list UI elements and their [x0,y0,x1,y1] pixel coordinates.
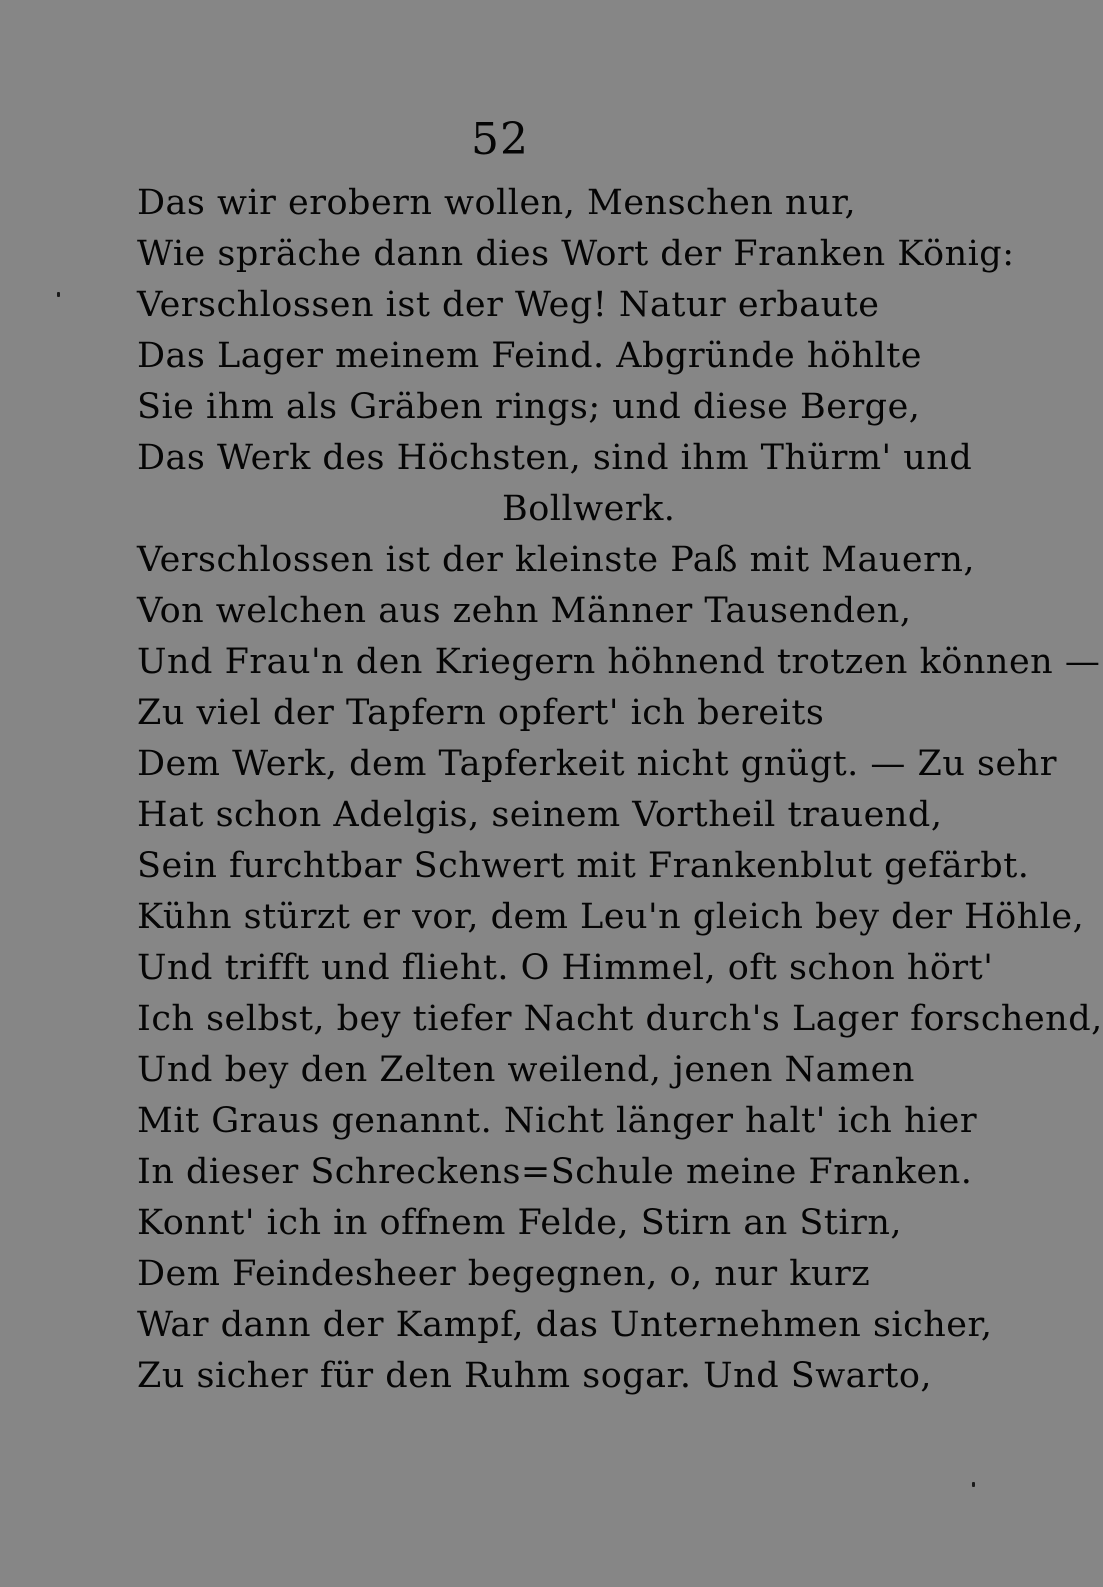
page-number: 52 [471,114,529,165]
verse-line: Verschlossen ist der kleinste Paß mit Mauern, [137,540,975,580]
verse-line-continuation: Bollwerk. [502,489,676,529]
verse-line: Mit Graus genannt. Nicht länger halt' ich hier [137,1101,978,1141]
verse-line: Konnt' ich in offnem Felde, Stirn an Stirn, [137,1203,902,1243]
verse-line: Sein furchtbar Schwert mit Frankenblut gefärbt. [137,846,1030,886]
verse-line: Und Frau'n den Kriegern höhnend trotzen können — [137,642,1101,682]
verse-line: Zu sicher für den Ruhm sogar. Und Swarto, [137,1356,933,1396]
verse-line: Das Werk des Höchsten, sind ihm Thürm' und [137,438,973,478]
verse-line: Sie ihm als Gräben rings; und diese Berge, [137,387,921,427]
scan-speck [972,1482,975,1487]
verse-line: Von welchen aus zehn Männer Tausenden, [137,591,912,631]
verse-line: Und bey den Zelten weilend, jenen Namen [137,1050,915,1090]
verse-line: Hat schon Adelgis, seinem Vortheil trauend, [137,795,943,835]
verse-line: Dem Werk, dem Tapferkeit nicht gnügt. — Zu sehr [137,744,1057,784]
verse-line: Dem Feindesheer begegnen, o, nur kurz [137,1254,871,1294]
verse-text [137,178,1103,1402]
scan-speck [57,292,60,297]
verse-line: Kühn stürzt er vor, dem Leu'n gleich bey der Höhle, [137,897,1085,937]
verse-line: Ich selbst, bey tiefer Nacht durch's Lager forschend, [137,999,1103,1039]
verse-line: Das wir erobern wollen, Menschen nur, [137,183,857,223]
verse-line: Zu viel der Tapfern opfert' ich bereits [137,693,825,733]
verse-line: Wie spräche dann dies Wort der Franken König: [137,234,1015,274]
verse-line: In dieser Schreckens=Schule meine Franken. [137,1152,973,1192]
verse-line: Und trifft und flieht. O Himmel, oft schon hört' [137,948,994,988]
verse-line: Das Lager meinem Feind. Abgründe höhlte [137,336,923,376]
verse-line: Verschlossen ist der Weg! Natur erbaute [137,285,880,325]
verse-line: War dann der Kampf, das Unternehmen sicher, [137,1305,993,1345]
